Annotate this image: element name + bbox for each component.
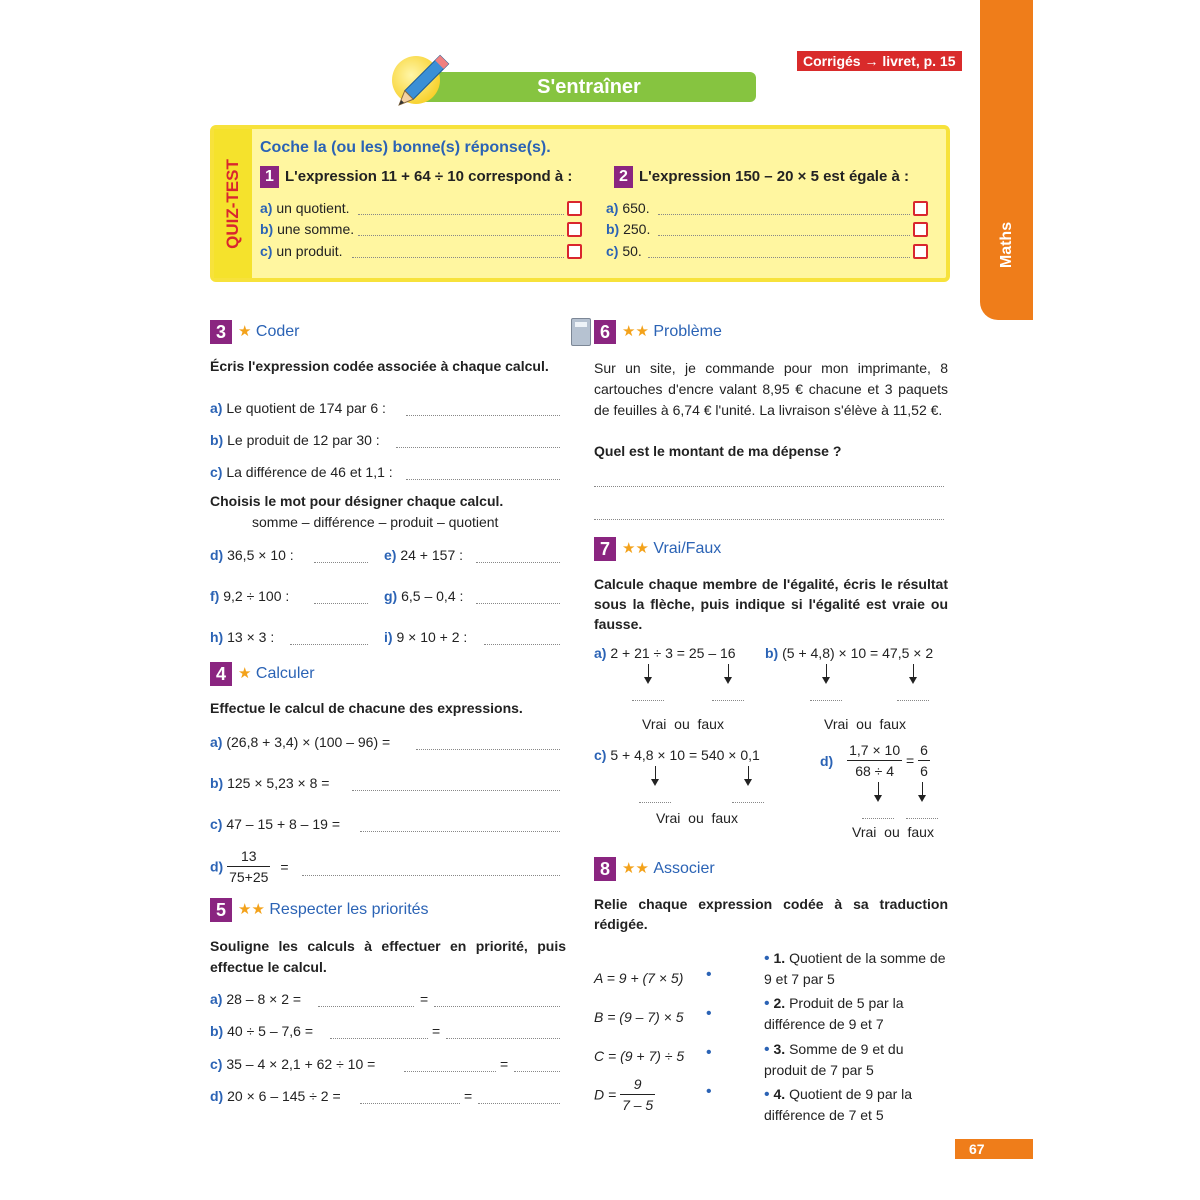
ex4-header	[210, 662, 315, 686]
quiz-q1-number: 1	[260, 166, 279, 188]
quiz-q1-text: L'expression 11 + 64 ÷ 10 correspond à :	[285, 167, 573, 185]
ex3-item-f: f) 9,2 ÷ 100 :	[210, 586, 368, 606]
answer-line	[639, 790, 671, 803]
ex8-left-b: B = (9 – 7) × 5	[594, 1009, 684, 1025]
ex8-instruction: Relie chaque expression codée à sa traduction rédigée.	[594, 896, 948, 932]
arrow-icon	[728, 664, 729, 682]
fraction: $\frac{9}{7 - 5}$	[622, 1076, 654, 1113]
checkbox[interactable]	[913, 222, 928, 237]
checkbox[interactable]	[567, 244, 582, 259]
ex5-number: 5	[210, 898, 232, 922]
ex5-item-c: c) 35 – 4 × 2,1 + 62 ÷ 10 = =	[210, 1054, 560, 1074]
answer-line	[594, 507, 944, 520]
ex5-header	[210, 898, 429, 922]
checkbox[interactable]	[913, 201, 928, 216]
ex5-item-d: d) 20 × 6 – 145 ÷ 2 = =	[210, 1086, 560, 1106]
link-dot[interactable]: •	[706, 1083, 712, 1100]
ex3-number: 3	[210, 320, 232, 344]
quiz-instruction: Coche la (ou les) bonne(s) réponse(s).	[260, 139, 551, 156]
ex3-word-list: somme – différence – produit – quotient	[252, 514, 499, 530]
ex3-instruction: Écris l'expression codée associée à chaque calcul.	[210, 358, 549, 374]
ex7-number: 7	[594, 537, 616, 561]
ex8-number: 8	[594, 857, 616, 881]
vrai-ou-faux: Vrai ou faux	[656, 810, 738, 826]
arrow-icon	[913, 664, 914, 682]
link-dot[interactable]: •	[706, 966, 712, 983]
answer-line	[897, 688, 929, 701]
quiz-tab	[214, 129, 252, 278]
quiz-q1-option-b: b) une somme.	[260, 219, 582, 239]
ex3-item-d: d) 36,5 × 10 :	[210, 545, 368, 565]
checkbox[interactable]	[567, 222, 582, 237]
ex8-left-d: D = $\frac{9}{7 - 5}$	[594, 1076, 654, 1113]
ex8-right-2: • 2. Produit de 5 par la différence de 9 et 7	[764, 995, 904, 1032]
fraction: $\frac{13}{75+25}$	[229, 848, 269, 885]
pencil-icon	[386, 48, 456, 118]
ex7-item-c: c) 5 + 4,8 × 10 = 540 × 0,1	[594, 747, 760, 763]
ex8-header	[594, 857, 715, 881]
side-tab-label: Maths	[997, 221, 1015, 269]
ex3-item-b: b) Le produit de 12 par 30 :	[210, 430, 560, 450]
calculator-icon	[571, 318, 591, 346]
quiz-q2-text: L'expression 150 – 20 × 5 est égale à :	[639, 167, 909, 185]
ex5-instruction: Souligne les calculs à effectuer en priorité, puis effectue le calcul.	[210, 938, 566, 975]
quiz-q2	[614, 166, 909, 188]
vrai-ou-faux: Vrai ou faux	[824, 716, 906, 732]
ex3-stars: ★	[238, 323, 252, 341]
ex5-stars: ★★	[238, 901, 265, 919]
fraction: $\frac{1,7 \times 10}{68 \div 4}$	[849, 742, 901, 779]
quiz-tab-label: QUIZ-TEST	[223, 158, 242, 249]
link-dot[interactable]: •	[706, 1005, 712, 1022]
ex5-title: Respecter les priorités	[269, 901, 429, 919]
ex8-right-1: • 1. Quotient de la somme de 9 et 7 par 5	[764, 950, 946, 987]
ex4-item-c: c) 47 – 15 + 8 – 19 =	[210, 814, 560, 834]
arrow-icon	[922, 782, 923, 800]
ex4-stars: ★	[238, 665, 252, 683]
quiz-q1	[260, 166, 572, 188]
arrow-icon	[648, 664, 649, 682]
ex6-question: Quel est le montant de ma dépense ?	[594, 443, 842, 459]
ex6-stars: ★★	[622, 323, 649, 341]
ex5-item-b: b) 40 ÷ 5 – 7,6 = =	[210, 1021, 560, 1041]
ex3-item-h: h) 13 × 3 :	[210, 627, 368, 647]
answer-line	[712, 688, 744, 701]
ex4-title: Calculer	[255, 665, 315, 683]
answer-line	[732, 790, 764, 803]
ex7-item-a: a) 2 + 21 ÷ 3 = 25 – 16	[594, 645, 736, 661]
ex3-title: Coder	[255, 323, 300, 341]
quiz-q1-option-c: c) un produit.	[260, 241, 582, 261]
answer-line	[862, 806, 894, 819]
ex7-header	[594, 537, 721, 561]
ex7-stars: ★★	[622, 540, 649, 558]
ex3-item-c: c) La différence de 46 et 1,1 :	[210, 462, 560, 482]
ex8-left-a: A = 9 + (7 × 5)	[594, 970, 684, 986]
arrow-icon	[878, 782, 879, 800]
ex8-stars: ★★	[622, 860, 649, 878]
answer-line	[810, 688, 842, 701]
ex3-instruction2: Choisis le mot pour désigner chaque calcul.	[210, 493, 504, 509]
ex3-item-e: e) 24 + 157 :	[384, 545, 560, 565]
ex6-number: 6	[594, 320, 616, 344]
ex6-header	[594, 320, 722, 344]
arrow-icon	[748, 766, 749, 784]
vrai-ou-faux: Vrai ou faux	[642, 716, 724, 732]
ex4-item-d: d) $\frac{13}{75+25}$ =	[210, 846, 560, 887]
ex4-item-b: b) 125 × 5,23 × 8 =	[210, 773, 560, 793]
ex3-header	[210, 320, 299, 344]
ex4-number: 4	[210, 662, 232, 686]
quiz-q1-option-a: a) un quotient.	[260, 198, 582, 218]
ex5-item-a: a) 28 – 8 × 2 = =	[210, 989, 560, 1009]
answer-line	[632, 688, 664, 701]
answers-reference: Corrigés → livret, p. 15	[797, 51, 962, 71]
link-dot[interactable]: •	[764, 1041, 770, 1058]
quiz-q2-option-a: a) 650.	[606, 198, 928, 218]
page-title-bar	[412, 72, 756, 102]
ex6-title: Problème	[653, 323, 722, 341]
link-dot[interactable]: •	[764, 950, 770, 967]
quiz-q2-option-c: c) 50.	[606, 241, 928, 261]
arrow-icon	[655, 766, 656, 784]
vrai-ou-faux: Vrai ou faux	[852, 824, 934, 840]
side-tab	[980, 0, 1033, 320]
ex8-left-c: C = (9 + 7) ÷ 5	[594, 1048, 685, 1064]
arrow-icon	[826, 664, 827, 682]
ex3-item-i: i) 9 × 10 + 2 :	[384, 627, 560, 647]
ex7-item-d: d) $\frac{1,7 \times 10}{68 \div 4}$ = $\frac{6}{6}$	[820, 742, 928, 779]
ex7-instruction: Calcule chaque membre de l'égalité, écris le résultat sous la flèche, puis indique si l'égalité est vraie ou fausse.	[594, 576, 948, 632]
ex8-right-3: • 3. Somme de 9 et du produit de 7 par 5	[764, 1041, 904, 1078]
page-title: S'entraîner	[537, 76, 641, 98]
quiz-q2-option-b: b) 250.	[606, 219, 928, 239]
page-number: 67	[955, 1139, 1033, 1159]
fraction: $\frac{6}{6}$	[920, 742, 928, 779]
checkbox[interactable]	[913, 244, 928, 259]
answer-line	[906, 806, 938, 819]
ex8-right-4: • 4. Quotient de 9 par la différence de 7 et 5	[764, 1086, 913, 1123]
ex7-item-b: b) (5 + 4,8) × 10 = 47,5 × 2	[765, 645, 934, 661]
link-dot[interactable]: •	[764, 1086, 770, 1103]
ex6-text: Sur un site, je commande pour mon imprimante, 8 cartouches d'encre valant 8,95 € chacune et 3 paquets de feuilles à 6,74 € l'unité. La livraison s'élève à 11,52 €.	[594, 360, 948, 418]
checkbox[interactable]	[567, 201, 582, 216]
link-dot[interactable]: •	[764, 995, 770, 1012]
ex7-title: Vrai/Faux	[653, 540, 722, 558]
quiz-q2-number: 2	[614, 166, 633, 188]
link-dot[interactable]: •	[706, 1044, 712, 1061]
ex3-item-a: a) Le quotient de 174 par 6 :	[210, 398, 560, 418]
ex4-item-a: a) (26,8 + 3,4) × (100 – 96) =	[210, 732, 560, 752]
ex8-title: Associer	[653, 860, 715, 878]
ex3-item-g: g) 6,5 – 0,4 :	[384, 586, 560, 606]
ex4-instruction: Effectue le calcul de chacune des expressions.	[210, 700, 523, 716]
answer-line	[594, 474, 944, 487]
